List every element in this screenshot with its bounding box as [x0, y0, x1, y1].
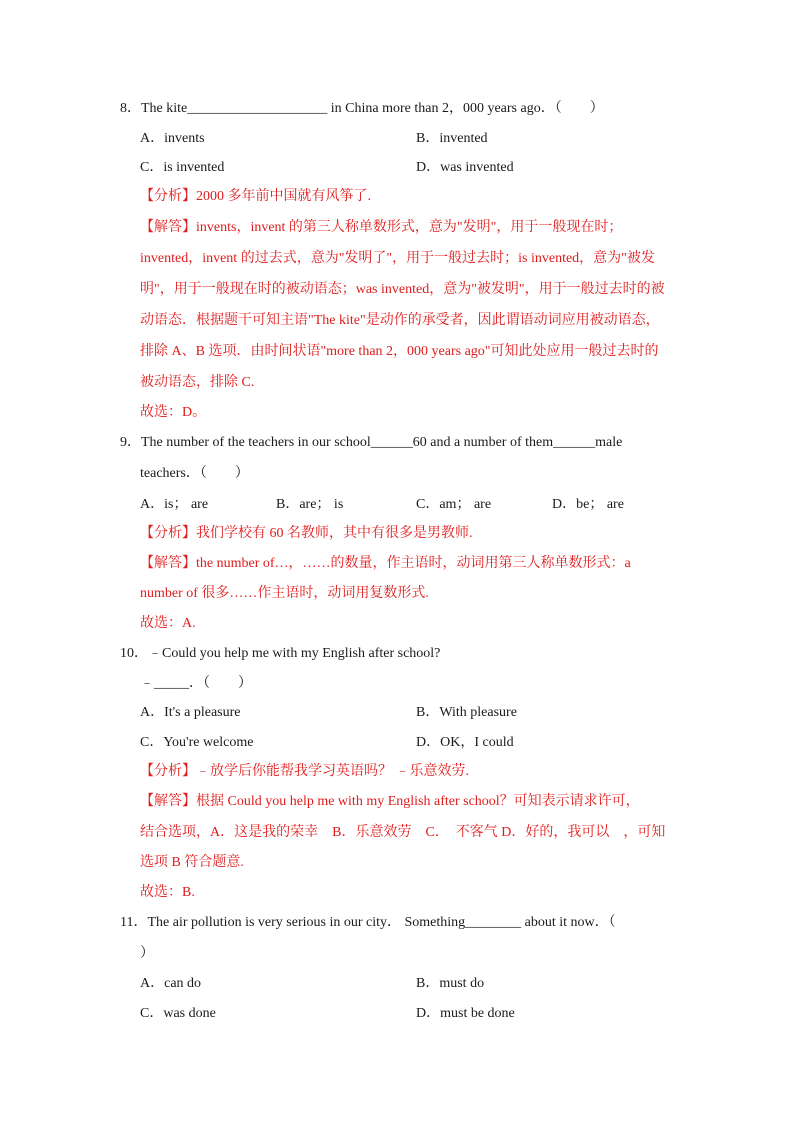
- question-8-option-a: A．invents: [140, 131, 205, 146]
- question-8-answer-line-1: 【解答】invents，invent 的第三人称单数形式，意为"发明"，用于一般现在时；: [140, 220, 623, 235]
- question-8-option-c: C．is invented: [140, 160, 225, 175]
- question-8-answer-line-6: 被动语态，排除 C.: [140, 375, 255, 390]
- question-10-answer-line-3: 选项 B 符合题意.: [140, 855, 244, 870]
- question-11-stem-line-1: 11．The air pollution is very serious in our city． Something________ about it now．（: [120, 915, 616, 930]
- question-10-result: 故选：B.: [140, 885, 195, 900]
- question-8-answer-line-5: 排除 A、B 选项．由时间状语"more than 2，000 years ago"可知此处应用一般过去时的: [140, 344, 659, 359]
- question-9-answer-line-2: number of 很多……作主语时，动词用复数形式.: [140, 586, 429, 601]
- question-10-stem-line-2: ﹣_____．（ ）: [140, 676, 252, 691]
- question-8-option-b: B．invented: [416, 131, 488, 146]
- question-9-option-b: B．are； is: [276, 497, 344, 512]
- question-9-analysis: 【分析】我们学校有 60 名教师，其中有很多是男教师.: [140, 526, 473, 541]
- question-9-answer-line-1: 【解答】the number of…，……的数量，作主语时，动词用第三人称单数形式：a: [140, 556, 631, 571]
- question-9-result: 故选：A.: [140, 616, 196, 631]
- question-8-answer-line-4: 动语态．根据题干可知主语"The kite"是动作的承受者，因此谓语动词应用被动语态，: [140, 313, 660, 328]
- question-10-option-b: B．With pleasure: [416, 705, 517, 720]
- question-10-analysis: 【分析】﹣放学后你能帮我学习英语吗？ ﹣乐意效劳.: [140, 764, 469, 779]
- question-8-stem: 8．The kite____________________ in China more than 2，000 years ago．（ ）: [120, 101, 604, 116]
- question-9-stem-line-2: teachers．（ ）: [140, 466, 249, 481]
- question-8-answer-line-3: 明"，用于一般现在时的被动语态；was invented，意为"被发明"，用于一般过去时的被: [140, 282, 665, 297]
- question-8-analysis: 【分析】2000 多年前中国就有风筝了.: [140, 189, 371, 204]
- question-10-answer-line-1: 【解答】根据 Could you help me with my English after school？可知表示请求许可，: [140, 794, 640, 809]
- question-11-option-b: B．must do: [416, 976, 485, 991]
- question-11-option-a: A．can do: [140, 976, 202, 991]
- question-10-answer-line-2: 结合选项，A．这是我的荣幸 B．乐意效劳 C． 不客气 D．好的，我可以 ，可知: [140, 825, 666, 840]
- question-10-stem-line-1: 10．﹣Could you help me with my English after school?: [120, 646, 441, 661]
- question-10-option-a: A．It's a pleasure: [140, 705, 241, 720]
- question-9-option-c: C．am； are: [416, 497, 492, 512]
- question-9-option-a: A．is； are: [140, 497, 209, 512]
- question-9-stem-line-1: 9．The number of the teachers in our school______60 and a number of them______male: [120, 435, 623, 450]
- question-9-option-d: D．be； are: [552, 497, 624, 512]
- question-8-option-d: D．was invented: [416, 160, 514, 175]
- question-11-stem-line-2: ）: [140, 946, 154, 961]
- question-11-option-d: D．must be done: [416, 1006, 515, 1021]
- question-8-answer-line-2: invented，invent 的过去式，意为"发明了"，用于一般过去时；is invented，意为"被发: [140, 251, 655, 266]
- question-8-result: 故选：D。: [140, 405, 207, 420]
- question-10-option-d: D．OK，I could: [416, 735, 514, 750]
- question-11-option-c: C．was done: [140, 1006, 216, 1021]
- question-10-option-c: C．You're welcome: [140, 735, 254, 750]
